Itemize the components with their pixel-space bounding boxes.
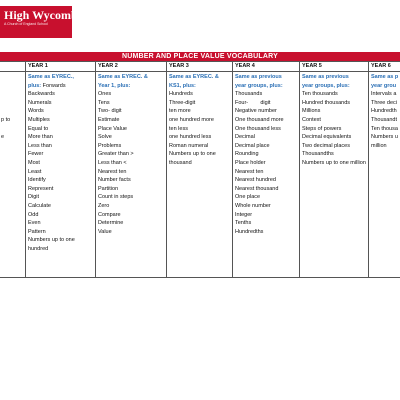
list-item: Intervals a: [371, 91, 397, 98]
list-item: Less than: [28, 142, 52, 149]
list-item: Forwards: [41, 82, 66, 89]
list-item: Value: [98, 228, 112, 235]
col-eyfs: [0, 72, 26, 278]
col-header-year2: YEAR 2: [96, 62, 167, 72]
intro-text: Same as previous: [302, 74, 349, 80]
list-item: Pattern: [28, 228, 46, 235]
table-header-row: [0, 62, 400, 72]
vocabulary-table: [0, 61, 400, 278]
list-item: Fewer: [28, 151, 44, 158]
list-item: Multiples: [28, 116, 50, 123]
list-item: Words: [28, 108, 44, 115]
intro-text: Same as p: [371, 74, 399, 80]
intro-text: Year 1, plus:: [98, 82, 131, 89]
list-item: e: [1, 133, 5, 140]
list-item: Ten thousands: [302, 91, 338, 98]
list-item: Nearest ten: [235, 168, 264, 175]
list-item: Decimal equivalents: [302, 134, 352, 141]
list-item: Backwards: [28, 91, 55, 98]
table-body-row: [0, 72, 400, 278]
list-item: p to: [1, 117, 11, 123]
list-item: Thousands: [235, 91, 263, 98]
list-item: Identify: [28, 177, 46, 184]
list-item: ten less: [169, 125, 188, 132]
logo-tagline: A Church of England School: [4, 22, 48, 26]
list-item: Hundredths: [235, 228, 264, 235]
list-item: Hundreds: [169, 91, 193, 98]
col-year5: [300, 72, 369, 278]
list-item: Digit: [28, 194, 40, 201]
list-item: Millions: [302, 108, 321, 115]
col-year3: [167, 72, 233, 278]
list-item: Context: [302, 116, 321, 123]
list-item: Even: [28, 220, 41, 227]
list-item: Compare: [98, 211, 121, 218]
list-item: Equal to: [28, 125, 49, 132]
list-item: million: [371, 142, 387, 149]
col-header-year5: YEAR 5: [300, 62, 369, 72]
list-item: Ten thousa: [371, 125, 398, 132]
list-item: One thousand more: [235, 116, 284, 123]
list-item: Whole number: [235, 202, 271, 209]
list-item: Nearest thousand: [235, 185, 279, 192]
list-item: ten more: [169, 108, 191, 115]
col-year4: [233, 72, 300, 278]
list-item: Determine: [98, 220, 124, 227]
list-item: Numbers u: [371, 134, 398, 141]
list-item: Partition: [98, 185, 119, 192]
list-item: Thousandt: [371, 116, 397, 123]
page-title: NUMBER AND PLACE VALUE VOCABULARY: [0, 52, 400, 61]
list-item: Nearest ten: [98, 168, 127, 175]
list-item: Three-digit: [169, 99, 196, 106]
list-item: Two- digit: [98, 108, 122, 115]
list-item: Most: [28, 159, 40, 166]
list-item: More than: [28, 134, 53, 141]
list-item: Roman numeral: [169, 142, 209, 149]
col-year2: [96, 72, 167, 278]
intro-text: year groups, plus:: [302, 82, 350, 89]
list-item: Represent: [28, 185, 54, 192]
intro-text: Same as EYREC. &: [98, 74, 148, 80]
intro-text: year grou: [371, 82, 397, 89]
list-item: Least: [28, 168, 42, 175]
list-item: Thousandths: [302, 151, 334, 158]
intro-text: KS1, plus:: [169, 82, 196, 89]
intro-text: Same as EYREC. &: [169, 74, 219, 80]
col-year6: [369, 72, 400, 278]
list-item: Zero: [98, 202, 110, 209]
list-item: Place Value: [98, 125, 127, 132]
list-item: One thousand less: [235, 125, 281, 132]
list-item: Problems: [98, 142, 122, 149]
intro-text: Same as EYREC.,: [28, 74, 74, 80]
list-item: Hundredth: [371, 108, 397, 115]
col-header-year4: YEAR 4: [233, 62, 300, 72]
intro-text: year groups, plus:: [235, 82, 283, 89]
list-item: Odd: [28, 211, 39, 218]
list-item: Four- digit: [235, 99, 271, 106]
list-item: Three deci: [371, 99, 397, 106]
list-item: Numbers up to one million: [302, 159, 366, 166]
list-item: Two decimal places: [302, 142, 350, 149]
list-item: Solve: [98, 134, 112, 141]
intro-text: Same as previous: [235, 74, 282, 80]
list-item: Ones: [98, 91, 112, 98]
col-header-year1: YEAR 1: [26, 62, 96, 72]
list-item: Hundred thousands: [302, 99, 351, 106]
list-item: one hundred less: [169, 134, 212, 141]
list-item: Tenths: [235, 220, 252, 227]
list-item: Place holder: [235, 159, 266, 166]
list-item: Negative number: [235, 108, 277, 115]
col-header-year6: YEAR 6: [369, 62, 400, 72]
logo-name: High Wycombe: [4, 8, 84, 22]
list-item: Numbers up to one hundred: [28, 237, 75, 252]
list-item: Tens: [98, 99, 110, 106]
school-logo: [0, 6, 84, 38]
list-item: Rounding: [235, 151, 259, 158]
list-item: Less than <: [98, 159, 127, 166]
list-item: one hundred more: [169, 116, 214, 123]
list-item: Calculate: [28, 202, 51, 209]
col-year1: [26, 72, 96, 278]
list-item: Count in steps: [98, 194, 134, 201]
list-item: Decimal place: [235, 142, 270, 149]
list-item: Integer: [235, 211, 253, 218]
list-item: Decimal: [235, 134, 255, 141]
list-item: Nearest hundred: [235, 177, 276, 184]
list-item: Number facts: [98, 177, 131, 184]
col-header-year3: YEAR 3: [167, 62, 233, 72]
list-item: Steps of powers: [302, 125, 342, 132]
list-item: Greater than >: [98, 151, 134, 158]
list-item: Numbers up to one thousand: [169, 151, 216, 166]
list-item: One place: [235, 194, 261, 201]
list-item: Estimate: [98, 116, 120, 123]
intro-text: plus:: [28, 82, 42, 89]
list-item: Numerals: [28, 99, 52, 106]
col-header-eyfs: [0, 62, 26, 72]
